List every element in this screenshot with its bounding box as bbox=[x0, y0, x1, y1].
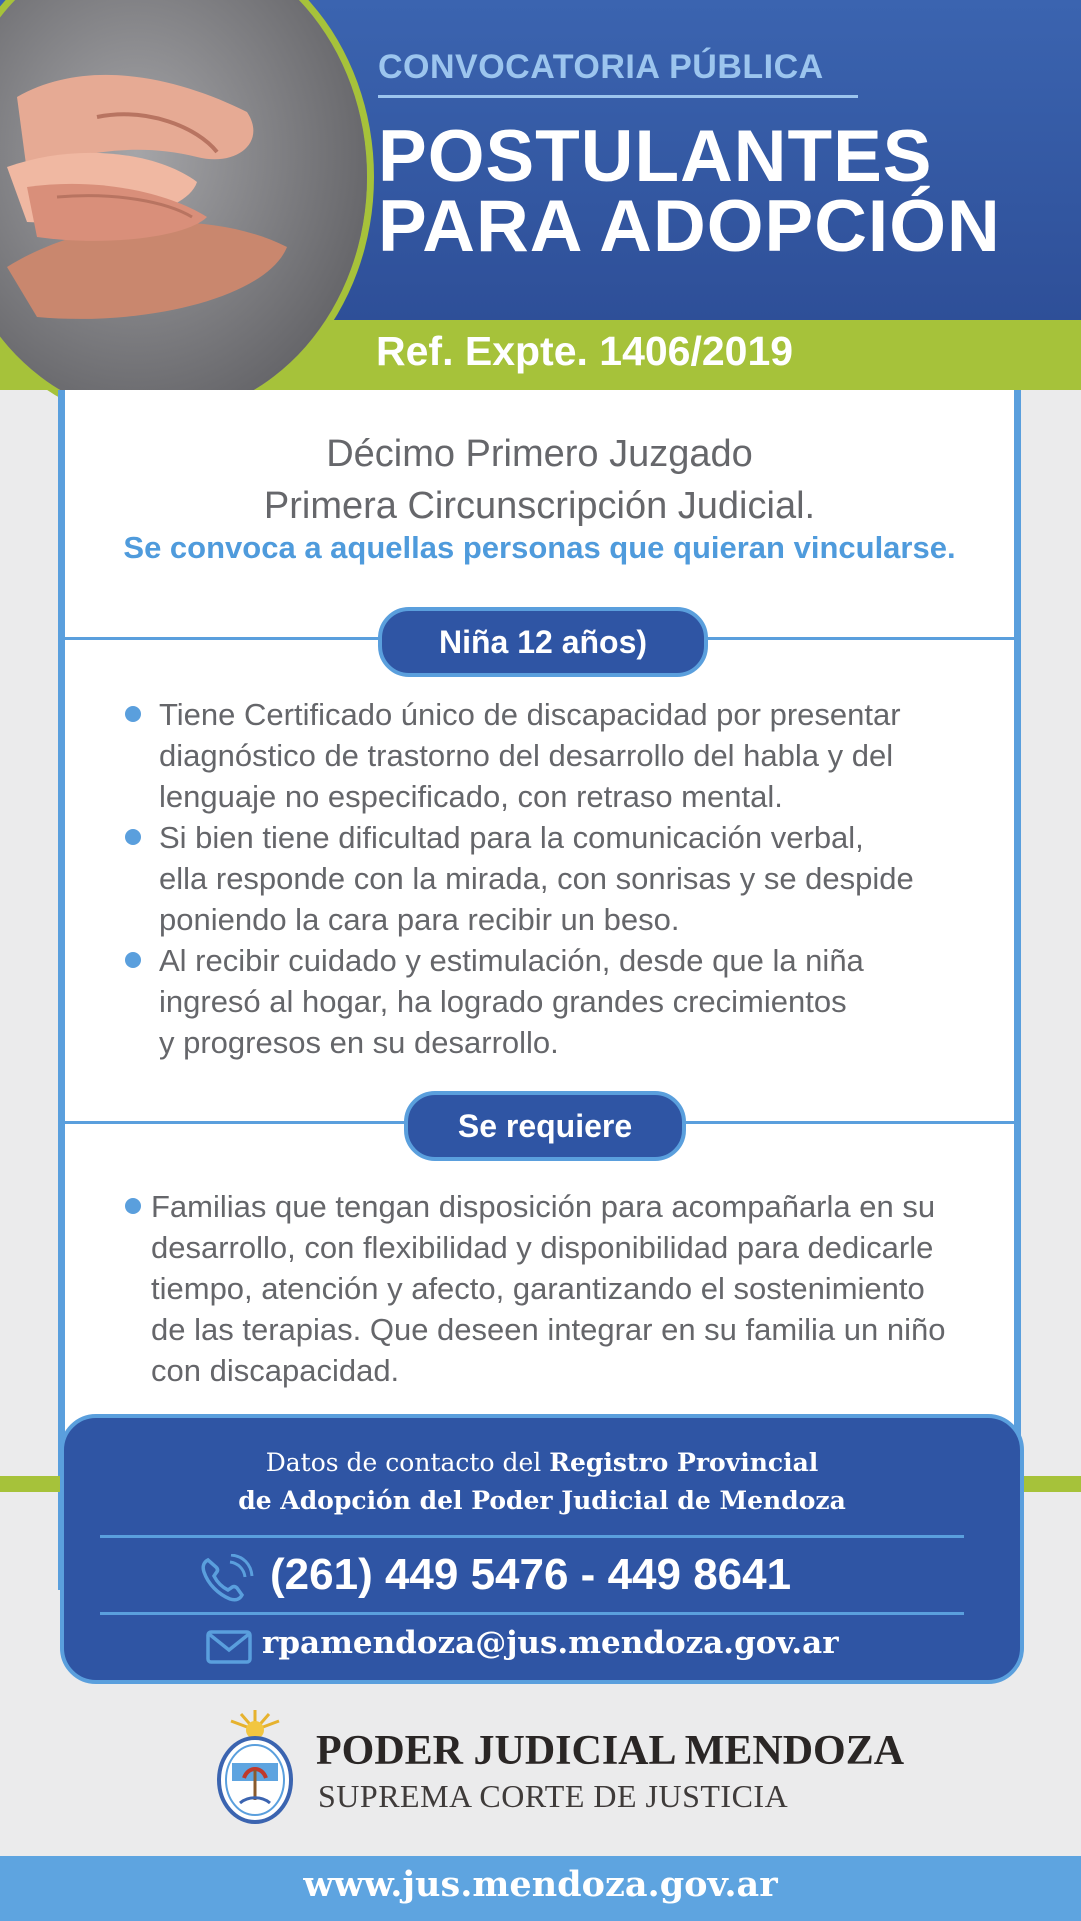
contact-heading-1: Datos de contacto del Registro Provincial bbox=[265, 1448, 819, 1477]
profile-bullet-1: Tiene Certificado único de discapacidad por presentar diagnóstico de trastorno del desarrollo del habla y del lenguaje no especificado, con retraso mental. bbox=[159, 697, 901, 814]
bullet-dot bbox=[125, 952, 141, 968]
title-line-2: PARA ADOPCIÓN bbox=[378, 186, 1001, 267]
child-profile-badge: Niña 12 años) bbox=[378, 607, 708, 677]
bullet-dot bbox=[125, 706, 141, 722]
call-statement: Se convoca a aquellas personas que quieran vincularse. bbox=[123, 530, 956, 565]
coat-of-arms-seal bbox=[214, 1708, 296, 1824]
mail-icon bbox=[206, 1630, 252, 1664]
organization-subtitle: SUPREMA CORTE DE JUSTICIA bbox=[318, 1778, 789, 1814]
green-strip-right bbox=[1022, 1476, 1081, 1492]
title-line-1: POSTULANTES bbox=[378, 116, 933, 197]
contact-divider bbox=[100, 1535, 964, 1538]
reference-number: Ref. Expte. 1406/2019 bbox=[376, 328, 794, 374]
contact-divider bbox=[100, 1612, 964, 1615]
contact-email[interactable]: rpamendoza@jus.mendoza.gov.ar bbox=[262, 1625, 839, 1661]
website-link[interactable]: www.jus.mendoza.gov.ar bbox=[303, 1864, 778, 1905]
contact-heading-2: de Adopción del Poder Judicial de Mendoza bbox=[238, 1486, 846, 1515]
contact-phone[interactable]: (261) 449 5476 - 449 8641 bbox=[270, 1550, 792, 1599]
organization-name: PODER JUDICIAL MENDOZA bbox=[316, 1728, 905, 1774]
profile-bullet-3: Al recibir cuidado y estimulación, desde que la niña ingresó al hogar, ha logrado grandes crecimientos y progresos en su desarrollo. bbox=[159, 943, 864, 1060]
phone-icon bbox=[200, 1554, 256, 1604]
bullet-dot bbox=[125, 829, 141, 845]
court-name: Décimo Primero Juzgado bbox=[326, 433, 753, 475]
call-kicker: CONVOCATORIA PÚBLICA bbox=[378, 48, 858, 98]
green-strip-left bbox=[0, 1476, 62, 1492]
requirements-badge: Se requiere bbox=[404, 1091, 686, 1161]
page-title bbox=[378, 116, 1078, 267]
circumscription: Primera Circunscripción Judicial. bbox=[263, 485, 816, 527]
profile-bullet-2: Si bien tiene dificultad para la comunicación verbal, ella responde con la mirada, con sonrisas y se despide poniendo la cara para recibir un beso. bbox=[159, 820, 914, 937]
bullet-dot bbox=[125, 1198, 141, 1214]
requirements-bullet: Familias que tengan disposición para acompañarla en su desarrollo, con flexibilidad y disponibilidad para dedicarle tiempo, atención y afecto, garantizando el sostenimiento de las terapias. Que deseen integrar en su familia un niño con discapacidad. bbox=[151, 1189, 946, 1388]
